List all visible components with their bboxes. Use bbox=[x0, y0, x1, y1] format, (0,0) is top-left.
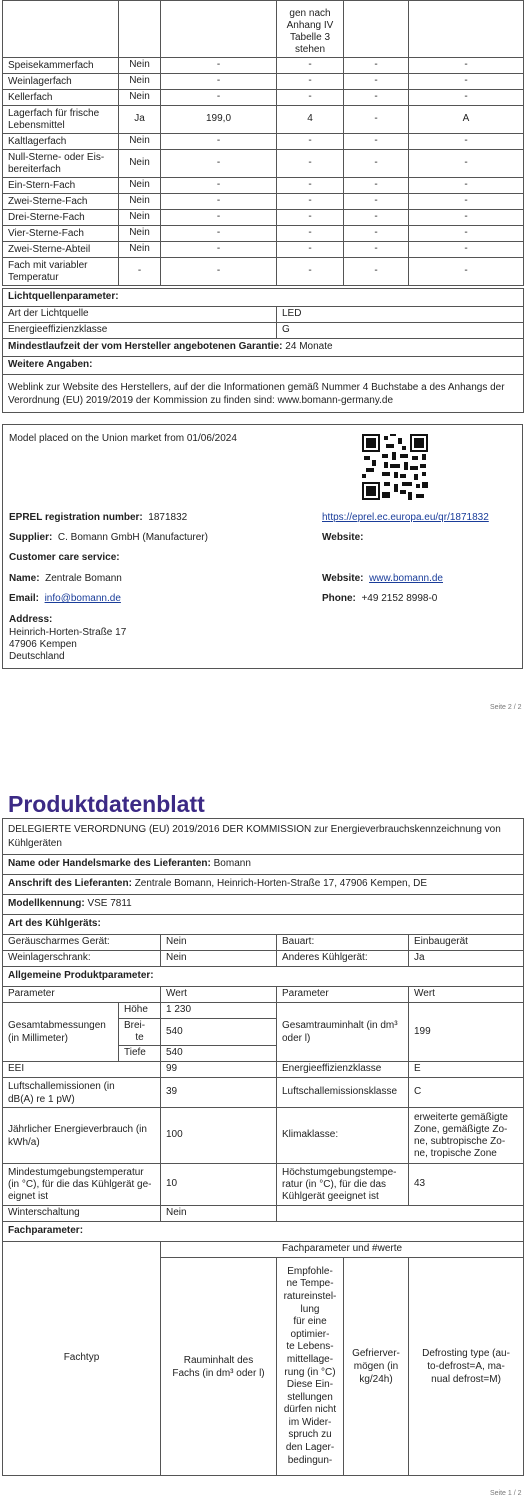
warranty-value: 24 Monate bbox=[285, 341, 333, 353]
care-website-row: Website: www.bomann.de bbox=[322, 573, 443, 584]
qr-code-icon bbox=[362, 434, 428, 500]
type-label: Anderes Kühlgerät: bbox=[277, 951, 409, 967]
volume-label: Gesamtrauminhalt (in dm³ oder l) bbox=[277, 1003, 409, 1062]
supplier-address-row: Anschrift des Lieferanten: Zentrale Bomann, Heinrich-Horten-Straße 17, 47906 Kempen, DE bbox=[3, 875, 524, 895]
page-number: Seite 2 / 2 bbox=[490, 704, 522, 711]
light-table bbox=[2, 288, 524, 413]
compartment-vol: - bbox=[161, 90, 277, 106]
warranty-label: Mindestlaufzeit der vom Hersteller angebotenen Garantie: bbox=[8, 341, 283, 353]
param-label: Mindestumgebungstemperatur (in °C), für die das Kühlgerät ge- eignet ist bbox=[3, 1164, 161, 1206]
table-row bbox=[3, 226, 524, 242]
param-value: E bbox=[409, 1062, 524, 1078]
email-row: Email: info@bomann.de bbox=[9, 593, 121, 604]
volume-column-header: Rauminhalt des Fachs (in dm³ oder l) bbox=[161, 1258, 277, 1476]
type-value: Einbaugerät bbox=[409, 935, 524, 951]
param-label: Luftschallemissionsklasse bbox=[277, 1078, 409, 1108]
compartment-vol: - bbox=[161, 150, 277, 178]
param-value: 43 bbox=[409, 1164, 524, 1206]
compartment-defrost: - bbox=[409, 58, 524, 74]
eprel-info-box bbox=[2, 424, 523, 669]
param-label: Höchstumgebungstempe- ratur (in °C), für die das Kühlgerät geeignet ist bbox=[277, 1164, 409, 1206]
regulation-text: DELEGIERTE VERORDNUNG (EU) 2019/2016 DER KOMMISSION zur Energieverbrauchskennzeichnung von Kühlgeräten bbox=[3, 819, 524, 855]
compartment-freeze: - bbox=[344, 210, 409, 226]
compartment-name: Ein-Stern-Fach bbox=[3, 178, 119, 194]
table-row bbox=[3, 242, 524, 258]
param-label: EEI bbox=[3, 1062, 161, 1078]
compartment-freeze: - bbox=[344, 134, 409, 150]
compartment-name: Null-Sterne- oder Eis- bereiterfach bbox=[3, 150, 119, 178]
compartment-defrost: - bbox=[409, 134, 524, 150]
column-header: Wert bbox=[409, 987, 524, 1003]
compartment-vol: - bbox=[161, 178, 277, 194]
param-value: 39 bbox=[161, 1078, 277, 1108]
table-row bbox=[3, 150, 524, 178]
table-row bbox=[3, 178, 524, 194]
compartment-defrost: A bbox=[409, 106, 524, 134]
compartment-temp: - bbox=[277, 258, 344, 286]
eprel-row: EPREL registration number: 1871832 bbox=[9, 512, 188, 523]
param-label: Jährlicher Energieverbrauch (in kWh/a) bbox=[3, 1108, 161, 1164]
compartment-temp: - bbox=[277, 58, 344, 74]
compartment-name: Zwei-Sterne-Abteil bbox=[3, 242, 119, 258]
compartment-temp: - bbox=[277, 134, 344, 150]
compartment-vol: - bbox=[161, 210, 277, 226]
compartment-flag: Nein bbox=[119, 74, 161, 90]
page-title: Produktdatenblatt bbox=[8, 791, 205, 817]
compartment-defrost: - bbox=[409, 226, 524, 242]
table-row bbox=[3, 90, 524, 106]
phone-row: Phone: +49 2152 8998-0 bbox=[322, 593, 438, 604]
type-value: Nein bbox=[161, 935, 277, 951]
compartment-name: Vier-Sterne-Fach bbox=[3, 226, 119, 242]
dimension-name: Höhe bbox=[119, 1003, 161, 1019]
dimension-name: Brei- te bbox=[119, 1019, 161, 1046]
compartment-defrost: - bbox=[409, 194, 524, 210]
volume-value: 199 bbox=[409, 1003, 524, 1062]
column-header: Parameter bbox=[277, 987, 409, 1003]
care-name-row: Name: Zentrale Bomann bbox=[9, 573, 122, 584]
param-value: 100 bbox=[161, 1108, 277, 1164]
compartment-flag: Ja bbox=[119, 106, 161, 134]
column-header: Parameter bbox=[3, 987, 161, 1003]
compartment-flag: Nein bbox=[119, 210, 161, 226]
compartment-name: Drei-Sterne-Fach bbox=[3, 210, 119, 226]
compartment-temp: - bbox=[277, 178, 344, 194]
light-type-label: Art der Lichtquelle bbox=[3, 307, 277, 323]
more-heading: Weitere Angaben: bbox=[3, 357, 524, 375]
table-row bbox=[3, 58, 524, 74]
compartment-vol: - bbox=[161, 58, 277, 74]
dimension-value: 540 bbox=[161, 1046, 277, 1062]
compartment-freeze: - bbox=[344, 150, 409, 178]
fach-group-header: Fachparameter und #werte bbox=[161, 1242, 524, 1258]
compartment-defrost: - bbox=[409, 74, 524, 90]
compartment-name: Weinlagerfach bbox=[3, 74, 119, 90]
warranty-row bbox=[3, 339, 524, 357]
compartment-freeze: - bbox=[344, 74, 409, 90]
compartment-freeze: - bbox=[344, 90, 409, 106]
fachtyp-header: Fachtyp bbox=[3, 1242, 161, 1476]
supplier-name-row: Name oder Handelsmarke des Lieferanten: Bomann bbox=[3, 855, 524, 875]
website-label: Website: bbox=[322, 532, 364, 543]
compartment-freeze: - bbox=[344, 194, 409, 210]
supplier-row: Supplier: C. Bomann GmbH (Manufacturer) bbox=[9, 532, 208, 543]
model-row: Modellkennung: VSE 7811 bbox=[3, 895, 524, 915]
compartment-temp: - bbox=[277, 150, 344, 178]
param-label: Energieeffizienzklasse bbox=[277, 1062, 409, 1078]
light-class-label: Energieeffizienzklasse bbox=[3, 323, 277, 339]
compartment-vol: - bbox=[161, 194, 277, 210]
type-label: Bauart: bbox=[277, 935, 409, 951]
compartment-defrost: - bbox=[409, 178, 524, 194]
compartment-flag: Nein bbox=[119, 90, 161, 106]
model-placed-text: Model placed on the Union market from 01/06/2024 bbox=[9, 433, 237, 444]
compartment-flag: - bbox=[119, 258, 161, 286]
compartment-freeze: - bbox=[344, 106, 409, 134]
compartment-freeze: - bbox=[344, 58, 409, 74]
compartment-name: Zwei-Sterne-Fach bbox=[3, 194, 119, 210]
general-heading: Allgemeine Produktparameter: bbox=[3, 967, 524, 987]
email-link[interactable]: info@bomann.de bbox=[44, 593, 121, 604]
temp-column-header: Empfohle- ne Tempe- ratureinstel- lung für eine optimier- te Lebens- mittellage- rung (in °C) Diese Ein- stellungen dürfen nicht im Wider- spruch zu den Lager- bedingun- bbox=[277, 1258, 344, 1476]
compartment-vol: - bbox=[161, 74, 277, 90]
compartment-defrost: - bbox=[409, 210, 524, 226]
dimension-name: Tiefe bbox=[119, 1046, 161, 1062]
compartment-table-continued bbox=[2, 0, 524, 286]
compartment-flag: Nein bbox=[119, 150, 161, 178]
compartment-defrost: - bbox=[409, 90, 524, 106]
eprel-link[interactable]: https://eprel.ec.europa.eu/qr/1871832 bbox=[322, 512, 489, 523]
compartment-temp: - bbox=[277, 74, 344, 90]
customer-care-label: Customer care service: bbox=[9, 552, 120, 563]
type-label: Geräuscharmes Gerät: bbox=[3, 935, 161, 951]
compartment-temp: - bbox=[277, 90, 344, 106]
param-label: Klimaklasse: bbox=[277, 1108, 409, 1164]
compartment-freeze: - bbox=[344, 258, 409, 286]
compartment-freeze: - bbox=[344, 242, 409, 258]
dimensions-label: Gesamtabmessungen (in Millimeter) bbox=[3, 1003, 119, 1062]
fach-heading: Fachparameter: bbox=[3, 1222, 524, 1242]
compartment-name: Lagerfach für frische Lebensmittel bbox=[3, 106, 119, 134]
compartment-flag: Nein bbox=[119, 134, 161, 150]
light-class-value: G bbox=[277, 323, 524, 339]
compartment-flag: Nein bbox=[119, 178, 161, 194]
compartment-defrost: - bbox=[409, 150, 524, 178]
compartment-flag: Nein bbox=[119, 226, 161, 242]
compartment-name: Kaltlagerfach bbox=[3, 134, 119, 150]
light-heading: Lichtquellenparameter: bbox=[3, 289, 524, 307]
dimension-value: 540 bbox=[161, 1019, 277, 1046]
table-row bbox=[3, 210, 524, 226]
compartment-name: Fach mit variabler Temperatur bbox=[3, 258, 119, 286]
compartment-name: Kellerfach bbox=[3, 90, 119, 106]
compartment-temp: - bbox=[277, 226, 344, 242]
compartment-defrost: - bbox=[409, 242, 524, 258]
param-value: 10 bbox=[161, 1164, 277, 1206]
table-row bbox=[3, 106, 524, 134]
table-row bbox=[3, 258, 524, 286]
compartment-vol: - bbox=[161, 242, 277, 258]
compartment-temp: 4 bbox=[277, 106, 344, 134]
compartment-vol: - bbox=[161, 134, 277, 150]
compartment-flag: Nein bbox=[119, 58, 161, 74]
param-value: C bbox=[409, 1078, 524, 1108]
compartment-temp: - bbox=[277, 210, 344, 226]
compartment-flag: Nein bbox=[119, 194, 161, 210]
type-heading: Art des Kühlgeräts: bbox=[3, 915, 524, 935]
compartment-freeze: - bbox=[344, 178, 409, 194]
compartment-defrost: - bbox=[409, 258, 524, 286]
compartment-temp: - bbox=[277, 242, 344, 258]
compartment-name: Speisekammerfach bbox=[3, 58, 119, 74]
address-label: Address: bbox=[9, 614, 53, 625]
freeze-column-header: Gefrierver- mögen (in kg/24h) bbox=[344, 1258, 409, 1476]
param-value: Nein bbox=[161, 1206, 277, 1222]
table-row bbox=[3, 74, 524, 90]
compartment-vol: 199,0 bbox=[161, 106, 277, 134]
type-value: Ja bbox=[409, 951, 524, 967]
table-row bbox=[3, 194, 524, 210]
param-label: Winterschaltung bbox=[3, 1206, 161, 1222]
compartment-vol: - bbox=[161, 226, 277, 242]
param-value: 99 bbox=[161, 1062, 277, 1078]
temp-header-tail: gen nach Anhang IV Tabelle 3 stehen bbox=[277, 1, 344, 58]
dimension-value: 1 230 bbox=[161, 1003, 277, 1019]
care-website-link[interactable]: www.bomann.de bbox=[369, 573, 443, 584]
compartment-vol: - bbox=[161, 258, 277, 286]
address-text: Heinrich-Horten-Straße 17 47906 Kempen Deutschland bbox=[9, 627, 127, 662]
page-number: Seite 1 / 2 bbox=[490, 1490, 522, 1497]
defrost-column-header: Defrosting type (au- to-defrost=A, ma- nual defrost=M) bbox=[409, 1258, 524, 1476]
param-label: Luftschallemissionen (in dB(A) re 1 pW) bbox=[3, 1078, 161, 1108]
compartment-freeze: - bbox=[344, 226, 409, 242]
table-row bbox=[3, 1, 524, 58]
datasheet-table bbox=[2, 818, 524, 1476]
light-type-value: LED bbox=[277, 307, 524, 323]
type-value: Nein bbox=[161, 951, 277, 967]
type-label: Weinlagerschrank: bbox=[3, 951, 161, 967]
more-text: Weblink zur Website des Herstellers, auf der die Informationen gemäß Nummer 4 Buchstabe a des Anhangs der Verordnung (EU) 2019/2019 der Kommission zu finden sind: www.bomann-germany.de bbox=[3, 375, 524, 413]
column-header: Wert bbox=[161, 987, 277, 1003]
table-row bbox=[3, 134, 524, 150]
compartment-flag: Nein bbox=[119, 242, 161, 258]
compartment-temp: - bbox=[277, 194, 344, 210]
climate-class-value: erweiterte gemäßigte Zone, gemäßigte Zo- ne, subtropische Zo- ne, tropische Zone bbox=[409, 1108, 524, 1164]
